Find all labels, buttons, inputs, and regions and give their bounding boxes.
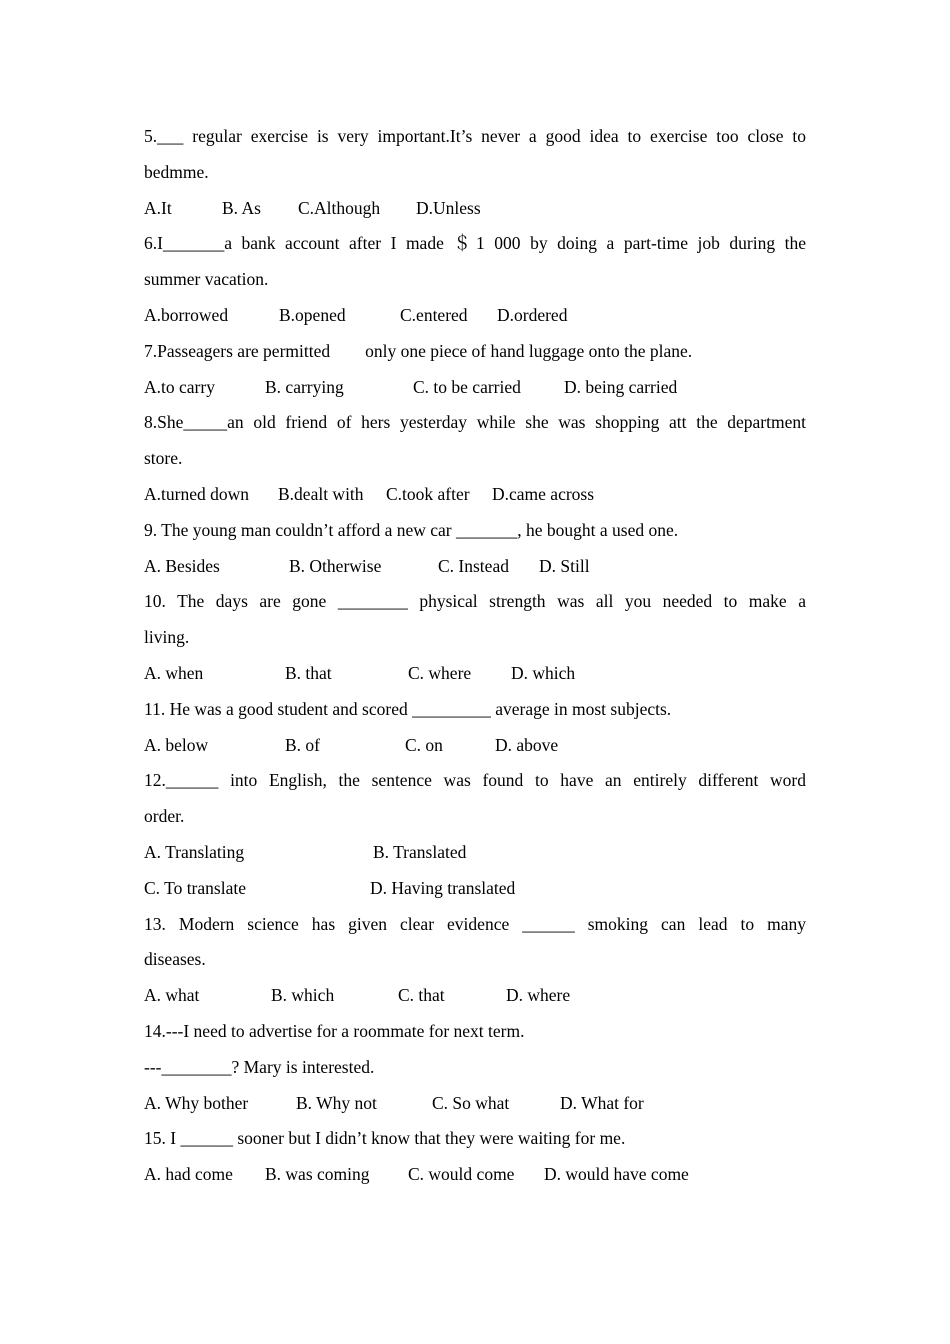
option-a: A.It [144, 197, 172, 218]
question-11-options [144, 728, 806, 764]
question-12-stem-line-2: order. [144, 806, 185, 827]
option-c: C.took after [386, 483, 470, 504]
question-5-stem-line-2: bedmme. [144, 161, 209, 182]
option-d: D.ordered [497, 304, 568, 325]
option-d: D. which [511, 662, 576, 683]
question-13-stem-line-1: 13. Modern science has given clear evidence ______ smoking can lead to many [144, 913, 806, 934]
option-d: D. Having translated [370, 877, 516, 898]
question-6-stem-line-2: summer vacation. [144, 269, 269, 290]
question-12-options-row-2 [144, 871, 806, 907]
option-a: A.borrowed [144, 304, 229, 325]
question-8-stem-line-1: 8.She_____an old friend of hers yesterday while she was shopping att the department [144, 412, 806, 433]
option-b: B. Otherwise [289, 555, 382, 576]
option-d: D.Unless [416, 197, 481, 218]
question-5-stem-line-1: 5.___ regular exercise is very important.It’s never a good idea to exercise too close to [144, 126, 806, 146]
option-b: B. As [222, 197, 261, 218]
option-d: D. What for [560, 1092, 644, 1113]
option-a: A. had come [144, 1164, 233, 1185]
option-a: A. Why bother [144, 1092, 249, 1113]
option-c: C.entered [400, 304, 468, 325]
question-9-options [144, 549, 806, 585]
option-b: B. Why not [296, 1092, 377, 1113]
option-b: B. Translated [373, 841, 467, 862]
question-14-stem-line-1: 14.---I need to advertise for a roommate for next term. [144, 1020, 525, 1041]
option-a: A.turned down [144, 483, 249, 504]
option-c: C. would come [408, 1164, 515, 1185]
question-10-stem-line-2: living. [144, 627, 190, 648]
option-b: B. was coming [265, 1164, 370, 1185]
question-15-stem-line-1: 15. I ______ sooner but I didn’t know that they were waiting for me. [144, 1128, 626, 1149]
question-5-options [144, 191, 806, 227]
option-d: D. Still [539, 555, 590, 576]
option-b: B.opened [279, 304, 346, 325]
question-8-stem-line-2: store. [144, 448, 183, 469]
option-c: C. So what [432, 1092, 510, 1113]
option-c: C. Instead [438, 555, 509, 576]
question-13-stem-line-2: diseases. [144, 949, 206, 970]
option-c: C. To translate [144, 877, 246, 898]
option-d: D. would have come [544, 1164, 689, 1185]
question-12-options-row-1 [144, 835, 806, 871]
option-a: A. Translating [144, 841, 245, 862]
question-6-options [144, 298, 806, 334]
question-14-options [144, 1086, 806, 1122]
question-13-options [144, 978, 806, 1014]
option-b: B. of [285, 734, 320, 755]
option-b: B. that [285, 662, 332, 683]
option-a: A. what [144, 985, 200, 1006]
question-sheet [144, 119, 806, 1193]
question-7-stem-line-1: 7.Passeagers are permitted only one piece of hand luggage onto the plane. [144, 340, 693, 361]
question-15-options [144, 1157, 806, 1193]
option-a: A. below [144, 734, 209, 755]
question-10-stem-line-1: 10. The days are gone ________ physical strength was all you needed to make a [144, 591, 806, 612]
option-c: C.Although [298, 197, 381, 218]
option-b: B.dealt with [278, 483, 364, 504]
option-d: D. above [495, 734, 559, 755]
option-b: B. which [271, 985, 335, 1006]
question-10-options [144, 656, 806, 692]
option-a: A.to carry [144, 376, 215, 397]
option-a: A. when [144, 662, 204, 683]
option-c: C. to be carried [413, 376, 521, 397]
option-d: D.came across [492, 483, 595, 504]
option-b: B. carrying [265, 376, 344, 397]
option-c: C. on [405, 734, 443, 755]
option-a: A. Besides [144, 555, 220, 576]
question-7-options [144, 370, 806, 406]
option-c: C. where [408, 662, 472, 683]
question-12-stem-line-1: 12.______ into English, the sentence was found to have an entirely different word [144, 770, 806, 791]
question-9-stem-line-1: 9. The young man couldn’t afford a new car _______, he bought a used one. [144, 519, 679, 540]
option-c: C. that [398, 985, 445, 1006]
question-14-stem-line-2: ---________? Mary is interested. [144, 1056, 375, 1077]
question-11-stem-line-1: 11. He was a good student and scored _________ average in most subjects. [144, 698, 672, 719]
option-d: D. where [506, 985, 571, 1006]
question-6-stem-line-1: 6.I_______a bank account after I made ＄1 000 by doing a part-time job during the [144, 233, 806, 254]
question-8-options [144, 477, 806, 513]
option-d: D. being carried [564, 376, 678, 397]
